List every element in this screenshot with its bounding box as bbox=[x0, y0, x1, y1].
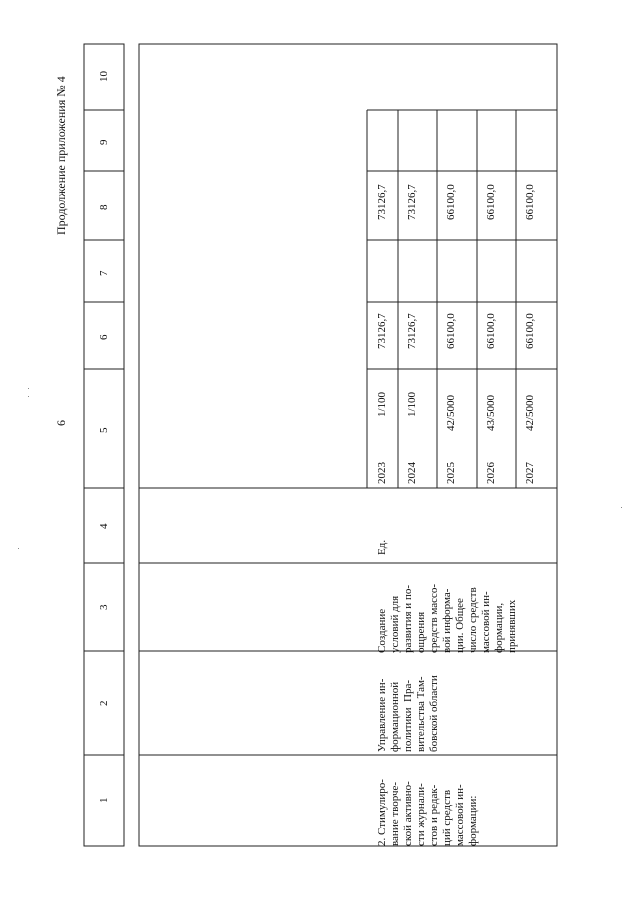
scan-speck bbox=[18, 548, 19, 549]
header-col-7: 7 bbox=[98, 270, 110, 276]
cell-col6-2024: 73126,7 bbox=[406, 313, 418, 349]
cell-col6-2026: 66100,0 bbox=[485, 313, 497, 349]
cell-col8-2023: 73126,7 bbox=[376, 184, 388, 220]
cell-col3-indicator: Создание условий для развития и по- ощрения средств массо- вой информа- ции. Общее число средств массовой ин- формации, принявших bbox=[376, 583, 518, 653]
header-col-8: 8 bbox=[98, 204, 110, 210]
continuation-label: Продолжение приложения № 4 bbox=[54, 76, 68, 235]
cell-year-2023: 2023 bbox=[376, 462, 388, 484]
cell-col5-2026: 43/5000 bbox=[485, 394, 497, 431]
cell-col8-2027: 66100,0 bbox=[524, 184, 536, 220]
header-col-3: 3 bbox=[98, 604, 110, 610]
header-col-5: 5 bbox=[98, 427, 110, 433]
page-number: 6 bbox=[54, 420, 68, 426]
cell-col8-2026: 66100,0 bbox=[485, 184, 497, 220]
header-col-10: 10 bbox=[98, 71, 110, 82]
cell-year-2025: 2025 bbox=[445, 462, 457, 484]
scan-speck bbox=[28, 396, 29, 397]
header-col-9: 9 bbox=[98, 139, 110, 145]
cell-col1-activity: 2. Стимулиро- вание творче- ской активно- сти журнали- стов и редак- ций средств массовой ин- формации: bbox=[376, 779, 479, 846]
cell-col8-2024: 73126,7 bbox=[406, 184, 418, 220]
cell-col2-executor: Управление ин- формационной политики Пра- вительства Там- бовской области bbox=[376, 675, 440, 752]
cell-col8-2025: 66100,0 bbox=[445, 184, 457, 220]
cell-col6-2027: 66100,0 bbox=[524, 313, 536, 349]
scan-speck bbox=[28, 388, 29, 389]
cell-col5-2024: 1/100 bbox=[406, 391, 418, 417]
cell-col6-2025: 66100,0 bbox=[445, 313, 457, 349]
cell-col5-2023: 1/100 bbox=[376, 391, 388, 417]
cell-year-2027: 2027 bbox=[524, 462, 536, 484]
cell-col5-2025: 42/5000 bbox=[445, 394, 457, 431]
cell-col4-unit: Ед. bbox=[376, 539, 388, 555]
cell-col5-2027: 42/5000 bbox=[524, 394, 536, 431]
header-col-2: 2 bbox=[98, 700, 110, 706]
cell-year-2026: 2026 bbox=[485, 462, 497, 484]
header-col-6: 6 bbox=[98, 334, 110, 340]
cell-col6-2023: 73126,7 bbox=[376, 313, 388, 349]
scan-speck bbox=[621, 507, 622, 508]
header-col-4: 4 bbox=[98, 523, 110, 529]
header-col-1: 1 bbox=[98, 797, 110, 803]
cell-year-2024: 2024 bbox=[406, 462, 418, 484]
